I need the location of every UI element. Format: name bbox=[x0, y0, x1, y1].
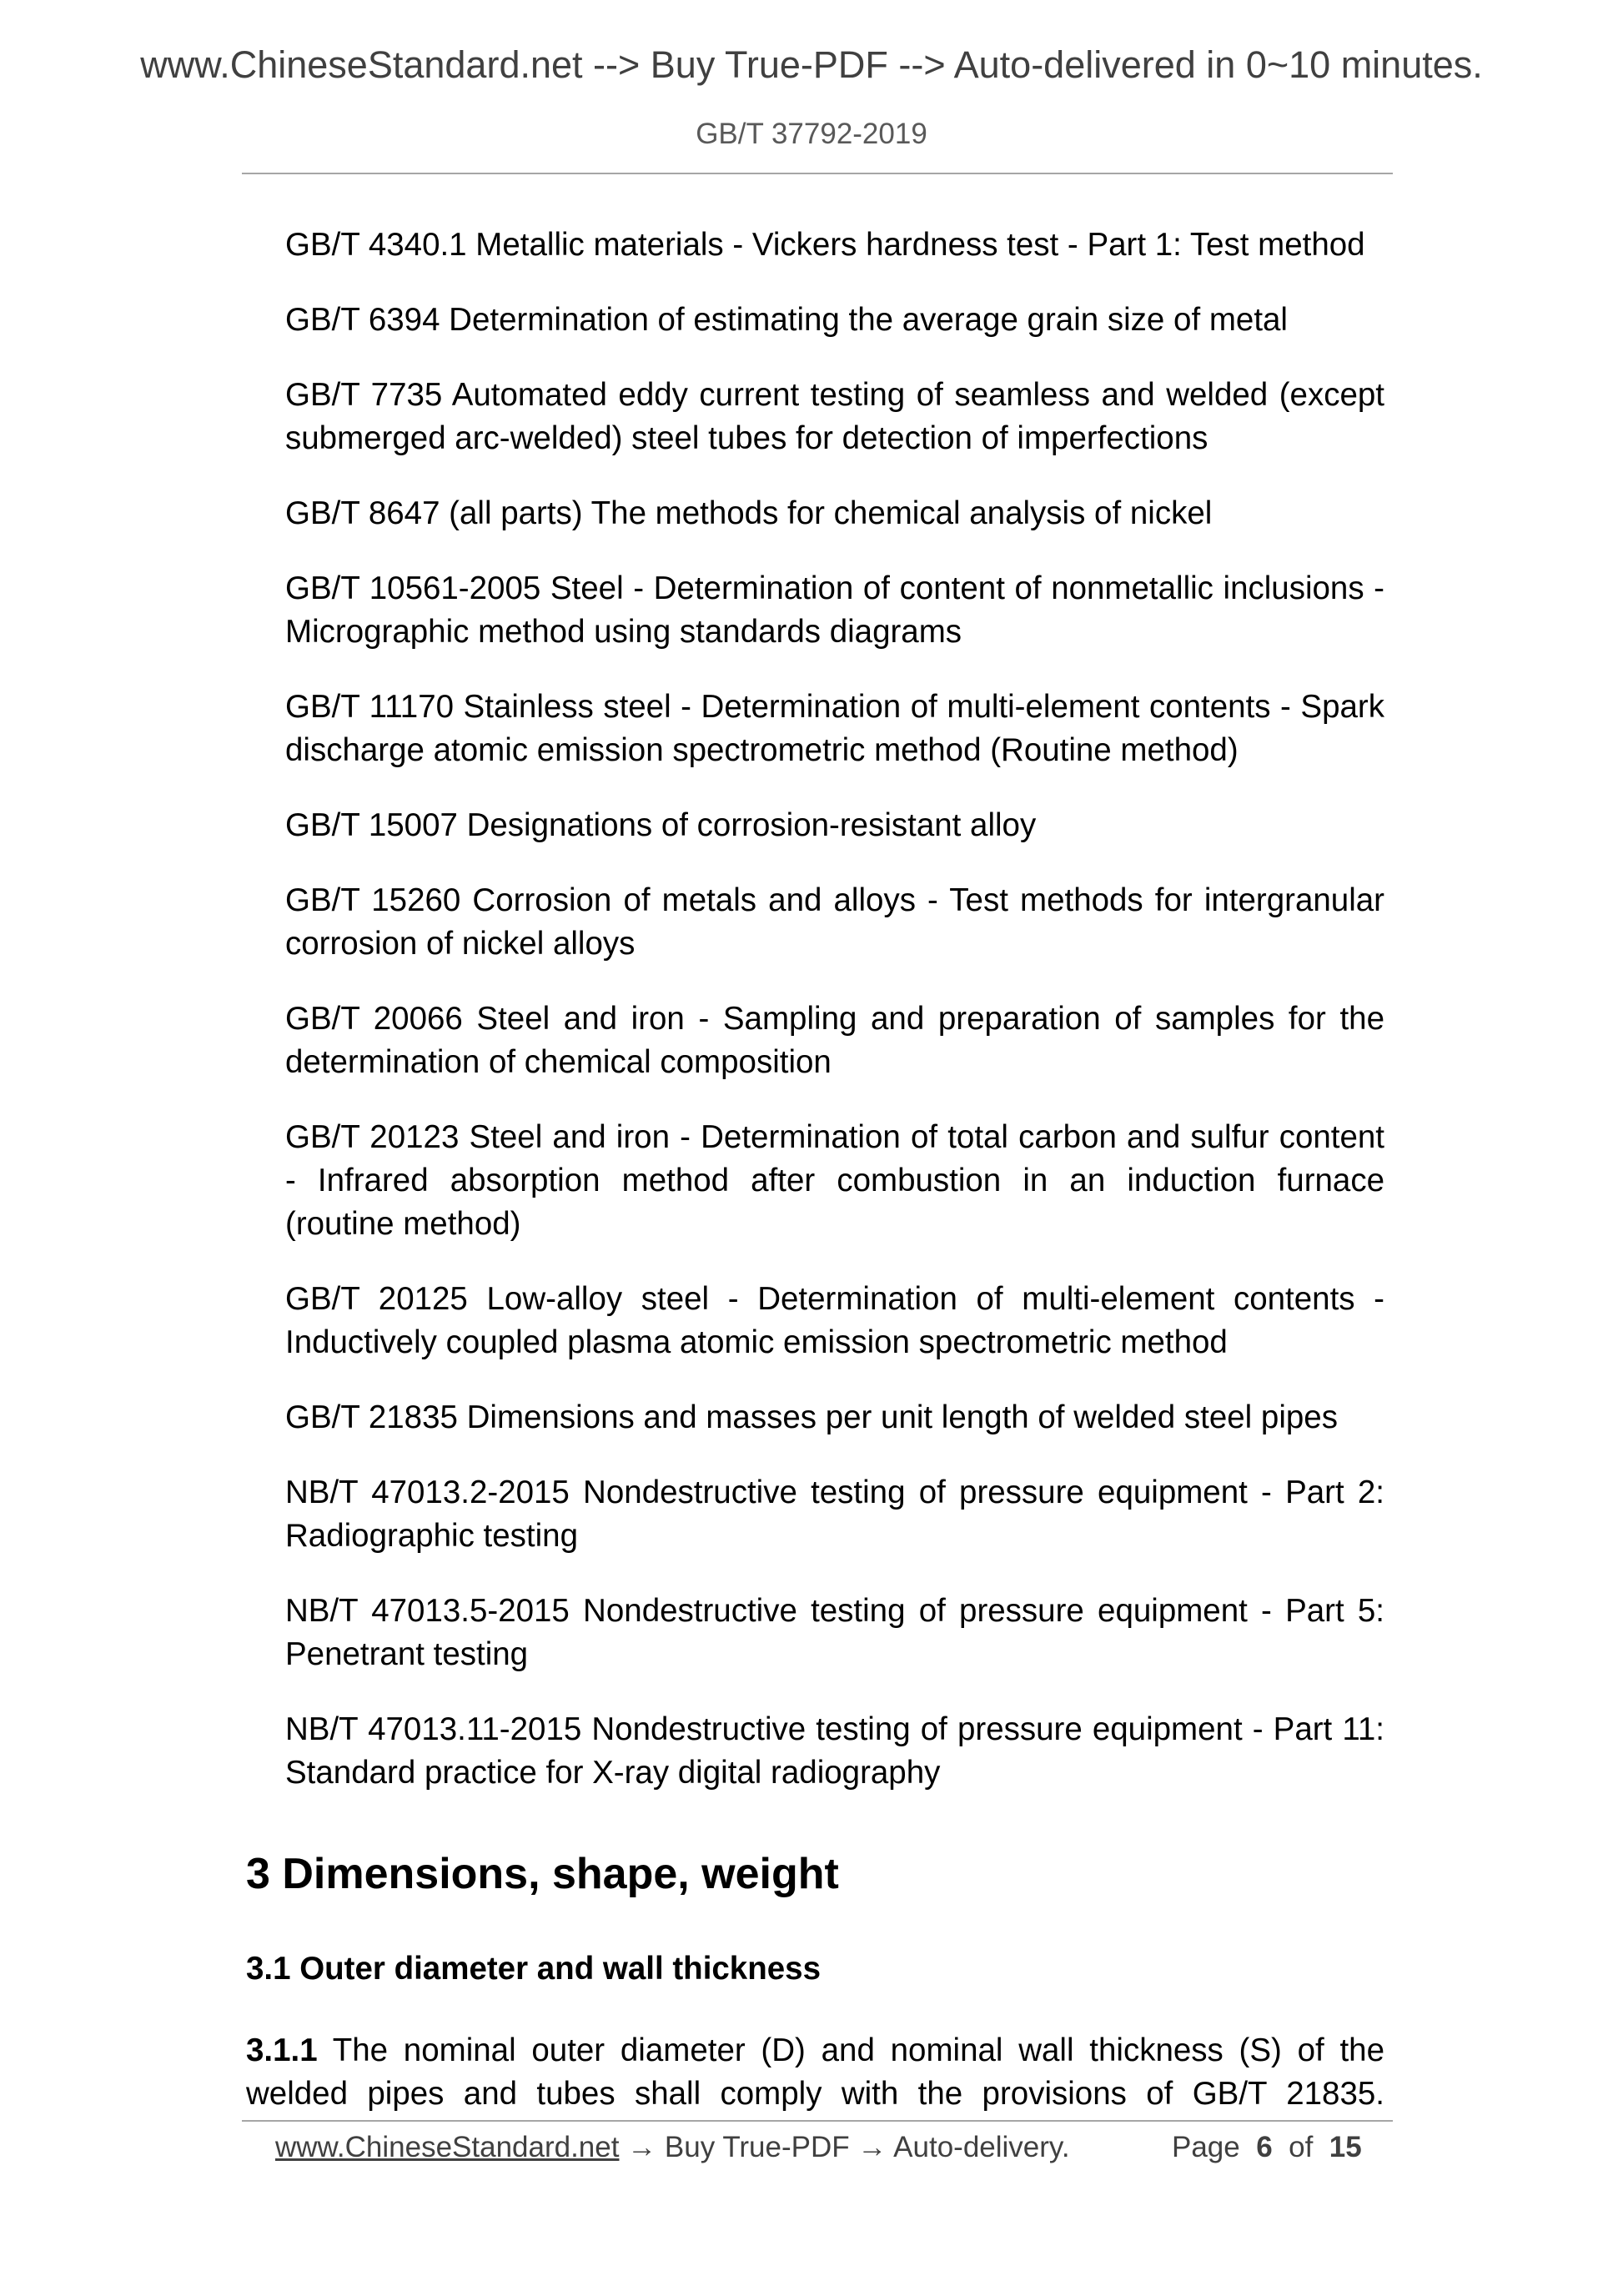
clause-paragraph bbox=[246, 2029, 1384, 2116]
reference-item: GB/T 21835 Dimensions and masses per unit length of welded steel pipes bbox=[285, 1399, 1338, 1435]
reference-item: GB/T 4340.1 Metallic materials - Vickers hardness test - Part 1: Test method bbox=[285, 227, 1365, 263]
clause-number: 3.1.1 bbox=[246, 2032, 318, 2068]
reference-item: GB/T 15007 Designations of corrosion-resistant alloy bbox=[285, 807, 1037, 843]
header-divider bbox=[242, 173, 1393, 174]
reference-item: GB/T 6394 Determination of estimating the average grain size of metal bbox=[285, 302, 1288, 338]
footer-tagline: → Buy True-PDF → Auto-delivery. bbox=[619, 2131, 1070, 2163]
page-label: Page bbox=[1172, 2131, 1240, 2163]
page-indicator bbox=[1172, 2131, 1362, 2164]
reference-item: GB/T 20123 Steel and iron - Determination of total carbon and sulfur content - Infrared absorption method after combustion in an induction furnace (routine method) bbox=[285, 1119, 1384, 1242]
footer bbox=[275, 2131, 1368, 2164]
reference-item: GB/T 8647 (all parts) The methods for chemical analysis of nickel bbox=[285, 495, 1213, 531]
reference-item: GB/T 11170 Stainless steel - Determination of multi-element contents - Spark discharge atomic emission spectrometric method (Routine method) bbox=[285, 689, 1384, 768]
reference-item: GB/T 20125 Low-alloy steel - Determination of multi-element contents - Inductively coupled plasma atomic emission spectrometric method bbox=[285, 1281, 1384, 1360]
section-heading: 3 Dimensions, shape, weight bbox=[246, 1850, 839, 1898]
subsection-heading: 3.1 Outer diameter and wall thickness bbox=[246, 1951, 821, 1987]
reference-item: GB/T 7735 Automated eddy current testing of seamless and welded (except submerged arc-welded) steel tubes for detection of imperfections bbox=[285, 377, 1384, 456]
clause-text: The nominal outer diameter (D) and nominal wall thickness (S) of the welded pipes and tubes shall comply with the provisions of GB/T 21835. bbox=[246, 2032, 1384, 2112]
page-number: 6 bbox=[1256, 2131, 1273, 2163]
top-banner: www.ChineseStandard.net --> Buy True-PDF --> Auto-delivered in 0~10 minutes. bbox=[140, 43, 1483, 86]
footer-site-link[interactable]: www.ChineseStandard.net bbox=[275, 2131, 620, 2163]
reference-item: GB/T 15260 Corrosion of metals and alloys - Test methods for intergranular corrosion of nickel alloys bbox=[285, 882, 1384, 962]
reference-item: NB/T 47013.5-2015 Nondestructive testing of pressure equipment - Part 5: Penetrant testing bbox=[285, 1593, 1384, 1672]
page-total: 15 bbox=[1329, 2131, 1362, 2163]
reference-item: NB/T 47013.11-2015 Nondestructive testing of pressure equipment - Part 11: Standard practice for X-ray digital radiography bbox=[285, 1711, 1384, 1791]
footer-divider bbox=[242, 2120, 1393, 2122]
reference-item: GB/T 20066 Steel and iron - Sampling and preparation of samples for the determination of chemical composition bbox=[285, 1001, 1384, 1080]
reference-item: GB/T 10561-2005 Steel - Determination of content of nonmetallic inclusions - Micrographic method using standards diagrams bbox=[285, 570, 1384, 650]
of-label: of bbox=[1289, 2131, 1314, 2163]
document-code: GB/T 37792-2019 bbox=[696, 118, 927, 150]
normative-references-list bbox=[285, 224, 1384, 1826]
reference-item: NB/T 47013.2-2015 Nondestructive testing of pressure equipment - Part 2: Radiographic testing bbox=[285, 1475, 1384, 1554]
